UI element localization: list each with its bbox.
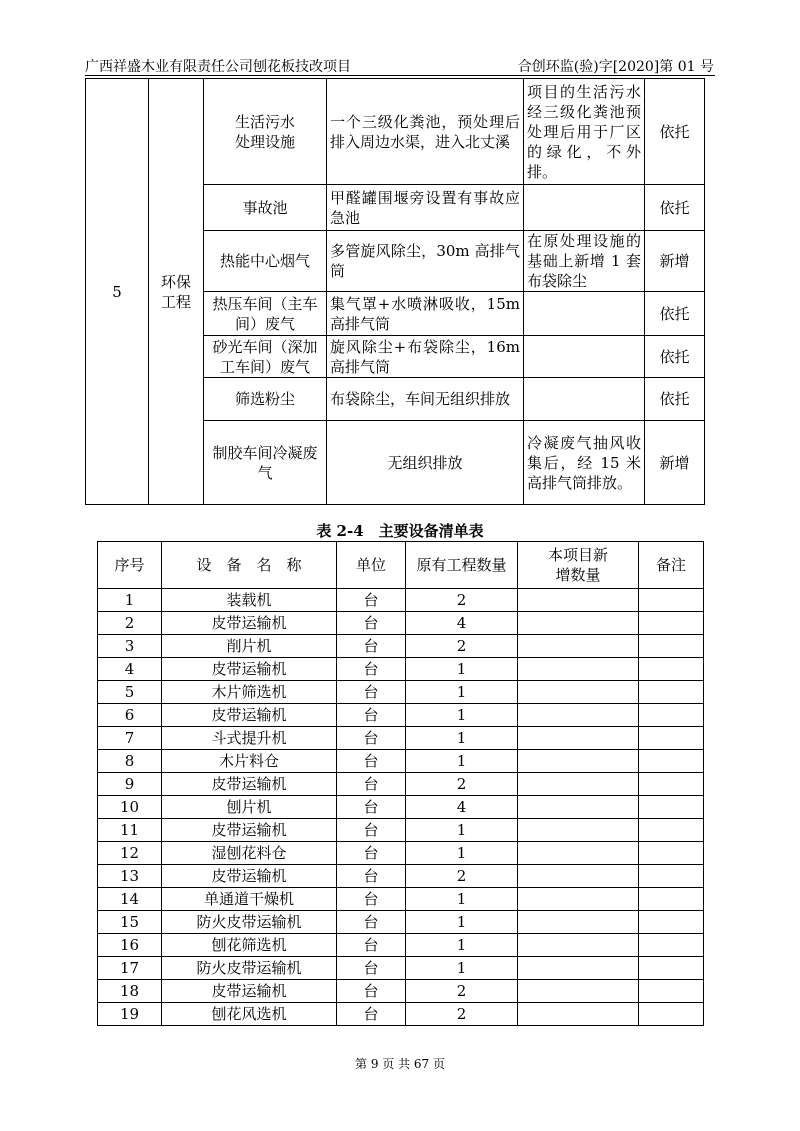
equipment-cell: 14 <box>98 888 162 911</box>
equipment-cell <box>639 589 704 612</box>
equipment-cell <box>639 727 704 750</box>
equipment-cell <box>518 888 639 911</box>
equipment-cell <box>518 796 639 819</box>
works-item-cell: 筛选粉尘 <box>204 378 327 421</box>
equipment-row <box>98 681 704 704</box>
equipment-cell <box>639 934 704 957</box>
equipment-cell <box>639 819 704 842</box>
equipment-cell: 台 <box>337 681 406 704</box>
equipment-cell: 台 <box>337 635 406 658</box>
equipment-cell: 台 <box>337 773 406 796</box>
page-number: 第 9 页 共 67 页 <box>355 1057 445 1071</box>
equipment-cell: 皮带运输机 <box>162 865 337 888</box>
equipment-cell: 皮带运输机 <box>162 658 337 681</box>
equipment-header-cell: 备注 <box>639 542 704 589</box>
equipment-cell <box>639 911 704 934</box>
equipment-cell: 木片料仓 <box>162 750 337 773</box>
equipment-cell: 2 <box>98 612 162 635</box>
equipment-header-cell: 原有工程数量 <box>406 542 518 589</box>
equipment-cell: 台 <box>337 934 406 957</box>
equipment-cell: 1 <box>406 911 518 934</box>
equipment-cell <box>518 704 639 727</box>
equipment-cell <box>639 842 704 865</box>
works-seq-cell: 5 <box>86 79 149 505</box>
equipment-table-caption: 表 2-4 主要设备清单表 <box>316 522 484 540</box>
equipment-cell <box>639 865 704 888</box>
works-category-cell: 环保 工程 <box>149 79 204 505</box>
equipment-cell: 16 <box>98 934 162 957</box>
equipment-cell <box>639 681 704 704</box>
works-project-cell: 在原处理设施的基础上新增 1 套布袋除尘 <box>524 231 645 292</box>
equipment-cell: 皮带运输机 <box>162 704 337 727</box>
equipment-cell: 5 <box>98 681 162 704</box>
equipment-header-row <box>98 542 704 589</box>
equipment-header-cell: 本项目新 增数量 <box>518 542 639 589</box>
equipment-cell <box>518 589 639 612</box>
equipment-cell: 斗式提升机 <box>162 727 337 750</box>
equipment-cell <box>639 658 704 681</box>
equipment-cell: 2 <box>406 589 518 612</box>
equipment-cell: 4 <box>98 658 162 681</box>
equipment-list-table <box>97 541 704 1026</box>
works-note-cell: 新增 <box>645 231 705 292</box>
equipment-row <box>98 865 704 888</box>
equipment-cell: 2 <box>406 773 518 796</box>
equipment-cell: 1 <box>406 934 518 957</box>
works-original-cell: 布袋除尘，车间无组织排放 <box>327 378 524 421</box>
equipment-cell: 1 <box>406 704 518 727</box>
equipment-row <box>98 704 704 727</box>
equipment-cell: 1 <box>406 819 518 842</box>
equipment-cell <box>518 934 639 957</box>
equipment-cell: 1 <box>406 888 518 911</box>
equipment-cell: 2 <box>406 980 518 1003</box>
equipment-cell: 15 <box>98 911 162 934</box>
equipment-cell: 台 <box>337 727 406 750</box>
works-note-cell: 依托 <box>645 292 705 336</box>
equipment-cell: 8 <box>98 750 162 773</box>
equipment-cell <box>639 957 704 980</box>
equipment-cell <box>518 819 639 842</box>
equipment-cell: 削片机 <box>162 635 337 658</box>
works-item-cell: 制胶车间冷凝废气 <box>204 421 327 505</box>
equipment-cell: 台 <box>337 911 406 934</box>
equipment-cell: 台 <box>337 612 406 635</box>
equipment-row <box>98 1003 704 1026</box>
works-project-cell <box>524 185 645 231</box>
equipment-cell: 台 <box>337 750 406 773</box>
equipment-cell: 台 <box>337 1003 406 1026</box>
equipment-cell: 木片筛选机 <box>162 681 337 704</box>
equipment-cell: 1 <box>406 842 518 865</box>
equipment-row <box>98 980 704 1003</box>
equipment-header-cell: 设 备 名 称 <box>162 542 337 589</box>
equipment-row <box>98 589 704 612</box>
works-project-cell <box>524 292 645 336</box>
equipment-cell <box>639 1003 704 1026</box>
equipment-cell: 台 <box>337 980 406 1003</box>
works-item-cell: 热压车间（主车间）废气 <box>204 292 327 336</box>
equipment-cell: 刨片机 <box>162 796 337 819</box>
equipment-cell: 台 <box>337 842 406 865</box>
equipment-cell <box>639 980 704 1003</box>
equipment-cell: 1 <box>98 589 162 612</box>
equipment-row <box>98 888 704 911</box>
equipment-row <box>98 796 704 819</box>
equipment-cell: 1 <box>406 957 518 980</box>
equipment-cell: 台 <box>337 589 406 612</box>
equipment-cell: 1 <box>406 750 518 773</box>
equipment-cell: 台 <box>337 819 406 842</box>
works-note-cell: 依托 <box>645 185 705 231</box>
works-note-cell: 依托 <box>645 378 705 421</box>
equipment-cell: 1 <box>406 727 518 750</box>
equipment-cell: 刨花风选机 <box>162 1003 337 1026</box>
equipment-cell <box>518 635 639 658</box>
works-item-cell: 砂光车间（深加工车间）废气 <box>204 336 327 378</box>
equipment-row <box>98 773 704 796</box>
equipment-cell: 19 <box>98 1003 162 1026</box>
equipment-cell: 10 <box>98 796 162 819</box>
equipment-header-cell: 序号 <box>98 542 162 589</box>
equipment-cell <box>639 773 704 796</box>
equipment-cell <box>518 750 639 773</box>
equipment-cell: 皮带运输机 <box>162 980 337 1003</box>
works-project-cell <box>524 378 645 421</box>
equipment-row <box>98 658 704 681</box>
equipment-row <box>98 750 704 773</box>
equipment-cell: 台 <box>337 704 406 727</box>
works-original-cell: 一个三级化粪池，预处理后排入周边水渠，进入北丈溪 <box>327 79 524 185</box>
equipment-cell: 台 <box>337 658 406 681</box>
equipment-cell <box>518 681 639 704</box>
equipment-cell: 11 <box>98 819 162 842</box>
header-rule <box>85 75 715 76</box>
equipment-cell: 7 <box>98 727 162 750</box>
equipment-cell: 湿刨花料仓 <box>162 842 337 865</box>
equipment-cell: 2 <box>406 1003 518 1026</box>
equipment-cell <box>518 612 639 635</box>
equipment-cell: 防火皮带运输机 <box>162 911 337 934</box>
equipment-cell: 6 <box>98 704 162 727</box>
equipment-cell: 台 <box>337 888 406 911</box>
equipment-row <box>98 635 704 658</box>
equipment-cell: 刨花筛选机 <box>162 934 337 957</box>
equipment-cell <box>518 842 639 865</box>
equipment-row <box>98 934 704 957</box>
equipment-cell: 13 <box>98 865 162 888</box>
equipment-cell: 皮带运输机 <box>162 612 337 635</box>
equipment-cell: 12 <box>98 842 162 865</box>
works-item-cell: 生活污水 处理设施 <box>204 79 327 185</box>
equipment-cell <box>518 957 639 980</box>
equipment-cell <box>639 612 704 635</box>
equipment-cell <box>639 750 704 773</box>
equipment-row <box>98 612 704 635</box>
equipment-cell: 9 <box>98 773 162 796</box>
works-original-cell: 无组织排放 <box>327 421 524 505</box>
equipment-cell: 皮带运输机 <box>162 773 337 796</box>
equipment-cell: 装载机 <box>162 589 337 612</box>
equipment-cell <box>639 704 704 727</box>
works-original-cell: 集气罩+水喷淋吸收，15m 高排气筒 <box>327 292 524 336</box>
equipment-row <box>98 842 704 865</box>
equipment-row <box>98 819 704 842</box>
equipment-cell <box>518 911 639 934</box>
equipment-header-cell: 单位 <box>337 542 406 589</box>
equipment-cell: 4 <box>406 612 518 635</box>
works-item-cell: 事故池 <box>204 185 327 231</box>
equipment-row <box>98 957 704 980</box>
works-project-cell: 项目的生活污水经三级化粪池预处理后用于厂区的绿化，不外排。 <box>524 79 645 185</box>
equipment-cell <box>518 980 639 1003</box>
equipment-cell <box>639 796 704 819</box>
header-project-name: 广西祥盛木业有限责任公司刨花板技改项目 <box>85 59 351 75</box>
equipment-cell: 台 <box>337 865 406 888</box>
works-row <box>86 79 705 185</box>
equipment-cell: 防火皮带运输机 <box>162 957 337 980</box>
equipment-cell: 台 <box>337 957 406 980</box>
works-project-cell: 冷凝废气抽风收集后，经 15 米高排气筒排放。 <box>524 421 645 505</box>
equipment-cell: 台 <box>337 796 406 819</box>
works-original-cell: 多管旋风除尘，30m 高排气筒 <box>327 231 524 292</box>
equipment-cell: 皮带运输机 <box>162 819 337 842</box>
equipment-cell: 4 <box>406 796 518 819</box>
works-note-cell: 新增 <box>645 421 705 505</box>
works-project-cell <box>524 336 645 378</box>
equipment-cell: 17 <box>98 957 162 980</box>
equipment-cell <box>518 658 639 681</box>
equipment-cell <box>639 635 704 658</box>
equipment-cell <box>518 727 639 750</box>
works-note-cell: 依托 <box>645 336 705 378</box>
equipment-cell: 3 <box>98 635 162 658</box>
equipment-cell <box>639 888 704 911</box>
equipment-cell: 2 <box>406 635 518 658</box>
equipment-cell: 单通道干燥机 <box>162 888 337 911</box>
equipment-cell <box>518 1003 639 1026</box>
equipment-cell: 2 <box>406 865 518 888</box>
equipment-row <box>98 911 704 934</box>
equipment-row <box>98 727 704 750</box>
equipment-cell <box>518 865 639 888</box>
equipment-cell: 18 <box>98 980 162 1003</box>
works-item-cell: 热能中心烟气 <box>204 231 327 292</box>
equipment-cell: 1 <box>406 681 518 704</box>
equipment-cell <box>518 773 639 796</box>
works-note-cell: 依托 <box>645 79 705 185</box>
header-document-number: 合创环监(验)字[2020]第 01 号 <box>517 59 714 75</box>
equipment-cell: 1 <box>406 658 518 681</box>
works-original-cell: 旋风除尘+布袋除尘，16m 高排气筒 <box>327 336 524 378</box>
works-original-cell: 甲醛罐围堰旁设置有事故应急池 <box>327 185 524 231</box>
environmental-works-table <box>85 78 705 505</box>
